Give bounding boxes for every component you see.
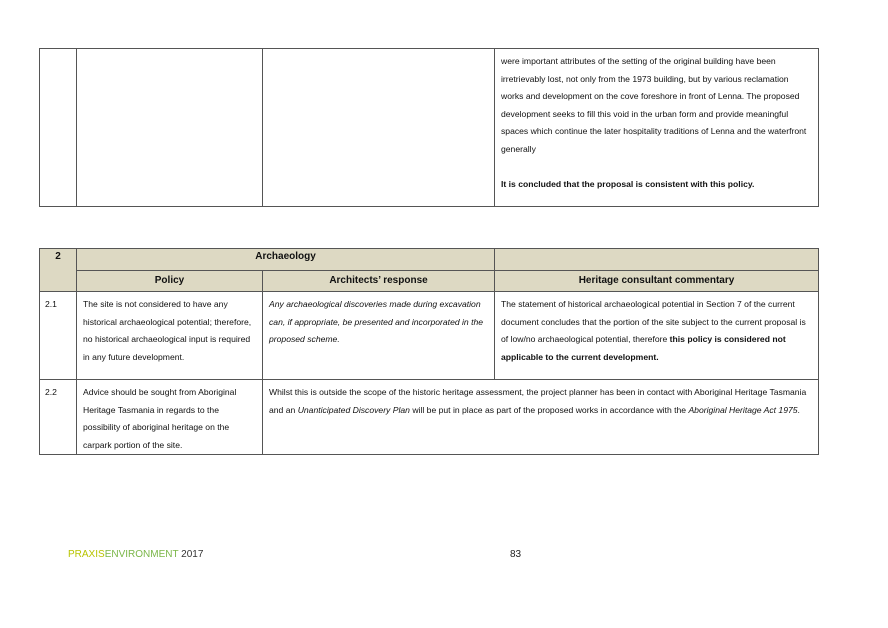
policy-text: Advice should be sought from Aboriginal Heritage Tasmania in regards to the possibility of aboriginal heritage on the carpark portion of the site. [83, 387, 237, 450]
table-row [40, 49, 819, 207]
table-row [40, 380, 819, 455]
column-header-heritage: Heritage consultant commentary [495, 271, 819, 292]
footer-brand [68, 549, 203, 560]
combined-response-cell [263, 380, 819, 455]
column-header-row [40, 271, 819, 292]
policy-cell [77, 292, 263, 380]
combined-text-b: will be put in place as part of the proposed works in accordance with the [409, 404, 689, 415]
policy-cell [77, 380, 263, 455]
heritage-text: The statement of historical archaeological potential in Section 7 of the current document concludes that the portion of the site subject to the current proposal is of low/no archaeological potential, therefore [501, 299, 806, 345]
policy-text: The site is not considered to have any historical archaeological potential; therefore, no historical archaeological input is required in any future development. [83, 299, 252, 362]
page-number: 83 [510, 549, 522, 560]
cont-heritage-text: were important attributes of the setting of the original building have been irretrievably lost, not only from the 1973 building, but by various reclamation works and development on the cove foreshore in front of Lenna. The proposed development seeks to fill this void in the urban form and provide meaningful spaces which continue the later hospitality traditions of Lenna and the waterfront generally [501, 56, 807, 154]
footer-praxis: PRAXIS [68, 549, 105, 560]
heritage-cell [495, 292, 819, 380]
footer-year: 2017 [178, 549, 204, 560]
table-row [40, 292, 819, 380]
architects-cell [263, 292, 495, 380]
row-number: 2.1 [45, 299, 57, 309]
archaeology-table [39, 248, 819, 455]
cont-conclusion: It is concluded that the proposal is consistent with this policy. [501, 179, 755, 190]
column-header-policy: Policy [77, 271, 263, 292]
unanticipated-discovery-plan: Unanticipated Discovery Plan [297, 404, 410, 415]
section-header-blank [495, 249, 819, 271]
heritage-conclusion: this policy is considered not applicable to the current development. [501, 334, 786, 362]
section-number: 2 [40, 249, 77, 292]
footer-environment: ENVIRONMENT [104, 549, 179, 560]
section-header-row [40, 249, 819, 271]
cont-heritage-cell [495, 49, 819, 207]
aboriginal-heritage-act: Aboriginal Heritage Act 1975 [688, 404, 798, 415]
row-number: 2.2 [45, 387, 57, 397]
continuation-table [39, 48, 819, 207]
row-number-cell [40, 292, 77, 380]
architects-text: Any archaeological discoveries made during excavation can, if appropriate, be presented and incorporated in the proposed scheme. [269, 299, 484, 345]
cont-policy-cell [77, 49, 263, 207]
combined-text-c: . [797, 404, 800, 415]
cont-num-cell [40, 49, 77, 207]
column-header-architects: Architects’ response [263, 271, 495, 292]
combined-text-a: Whilst this is outside the scope of the historic heritage assessment, the project planner has been in contact with Aboriginal Heritage Tasmania and an [269, 387, 807, 415]
section-title: Archaeology [77, 249, 495, 271]
cont-architects-cell [263, 49, 495, 207]
row-number-cell [40, 380, 77, 455]
